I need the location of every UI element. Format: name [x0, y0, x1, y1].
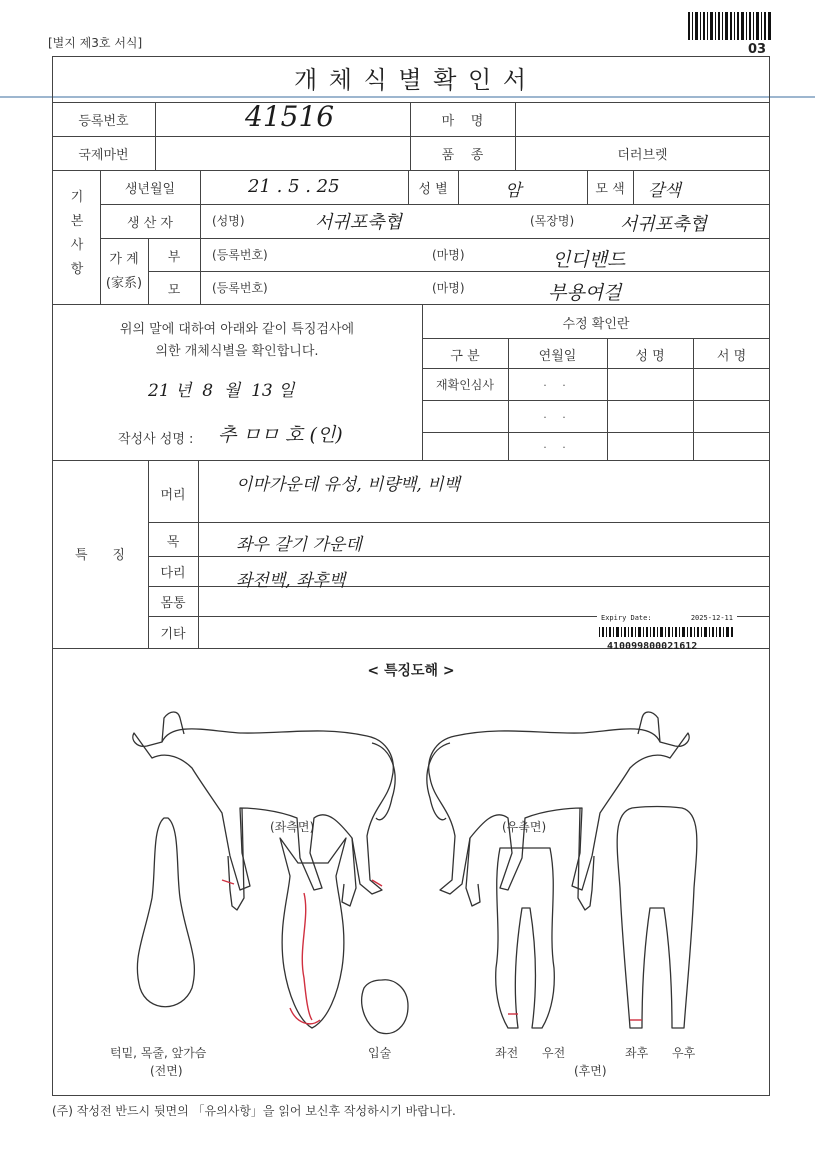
row2-date: . .	[543, 408, 572, 421]
rear-label: (후면)	[574, 1064, 607, 1078]
left-side-label: (좌측면)	[270, 820, 315, 834]
farm-name-value: 서귀포축협	[620, 214, 707, 235]
sire-name-value: 인디밴드	[552, 249, 626, 271]
form-label: [별지 제3호 서식]	[48, 36, 143, 50]
producer-name-value: 서귀포축협	[315, 212, 402, 233]
diagram-title: < 특징도해 >	[367, 663, 455, 679]
document-title: 개 체 식 별 확 인 서	[293, 66, 529, 94]
right-front-label: 우전	[542, 1046, 566, 1060]
left-rear-label: 좌후	[625, 1046, 649, 1060]
front-caption: 턱밑, 목줄, 앞가슴	[110, 1046, 207, 1060]
birth-value: 21 . 5 . 25	[248, 176, 340, 197]
farm-name-hint: (목장명)	[530, 214, 575, 228]
row1-type: 재확인심사	[436, 378, 494, 392]
neck-value: 좌우 갈기 가운데	[236, 535, 362, 555]
family-label: 가 계	[109, 252, 139, 267]
sire-name-hint: (마명)	[432, 248, 465, 262]
left-front-label: 좌전	[495, 1046, 519, 1060]
basic-section-label: 기 본 사 항	[70, 190, 84, 277]
col-name: 성 명	[635, 349, 665, 364]
row3-date: . .	[543, 438, 572, 451]
sire-label: 부	[167, 250, 181, 265]
col-type: 구 분	[450, 349, 480, 364]
left-side-horse-outline	[133, 712, 395, 910]
coat-label: 모 색	[595, 182, 625, 197]
breed-value: 더러브렛	[617, 148, 668, 163]
writer-label: 작성사 성명 :	[118, 432, 194, 447]
reg-no-label: 등록번호	[78, 114, 129, 129]
right-side-horse-outline	[427, 712, 689, 910]
reg-no-value: 41516	[245, 100, 335, 133]
breed-label: 품 종	[441, 148, 484, 163]
statement-line2: 의한 개체식별을 확인합니다.	[155, 344, 319, 359]
legs-value: 좌전백, 좌후백	[236, 571, 346, 591]
expiry-value: 2025-12-11	[690, 614, 733, 622]
left-front-white-mark	[222, 880, 234, 884]
dam-name-hint: (마명)	[432, 281, 465, 295]
dam-label: 모	[167, 283, 181, 298]
sex-value: 암	[505, 181, 522, 201]
horse-diagrams	[52, 648, 770, 1096]
family-hanja: (家系)	[105, 276, 143, 291]
barcode-number: 410099800021612	[607, 641, 698, 652]
page-number: 03	[748, 42, 767, 57]
blaze-mark	[302, 893, 312, 1020]
lips-view	[362, 980, 408, 1034]
right-side-label: (우측면)	[502, 820, 547, 834]
birth-label: 생년월일	[124, 182, 176, 197]
dam-reg-hint: (등록번호)	[212, 281, 268, 295]
horse-name-label: 마 명	[441, 114, 484, 129]
head-front-view	[280, 838, 346, 1028]
col-date: 연월일	[538, 349, 577, 364]
expiry-sticker	[597, 614, 737, 652]
body-label: 몸통	[160, 596, 186, 611]
footer-note: (주) 작성전 반드시 뒷면의 「유의사항」을 읽어 보신후 작성하시기 바랍니다.	[52, 1104, 456, 1118]
top-barcode	[688, 12, 772, 40]
coat-value: 갈색	[648, 181, 681, 201]
legs-label: 다리	[160, 566, 186, 581]
sticker-barcode	[599, 627, 735, 637]
head-label: 머리	[160, 488, 186, 503]
producer-label: 생 산 자	[127, 216, 173, 231]
sire-reg-hint: (등록번호)	[212, 248, 268, 262]
other-label: 기타	[160, 627, 186, 642]
producer-name-hint: (성명)	[212, 214, 245, 228]
features-section-label: 특 징	[75, 548, 125, 563]
confirm-date: 21 년 8 월 13 일	[148, 381, 295, 401]
neck-label: 목	[166, 535, 180, 550]
right-rear-label: 우후	[672, 1046, 696, 1060]
statement-line1: 위의 말에 대하여 아래와 같이 특징검사에	[119, 322, 355, 337]
expiry-label: Expiry Date:	[601, 614, 652, 622]
correction-title: 수정 확인란	[562, 317, 630, 332]
rear-view	[617, 807, 697, 1029]
dam-name-value: 부용여걸	[548, 282, 622, 304]
lips-label: 입술	[368, 1046, 392, 1060]
front-label: (전면)	[150, 1064, 183, 1078]
col-sign: 서 명	[716, 349, 747, 364]
intl-no-label: 국제마번	[78, 148, 129, 163]
front-chest-view	[137, 818, 194, 1007]
sex-label: 성 별	[418, 182, 448, 197]
row1-date: . .	[543, 376, 572, 389]
head-value: 이마가운데 유성, 비량백, 비백	[236, 475, 461, 495]
writer-signature: 추 ㅁㅁ 호 (인)	[218, 424, 343, 446]
